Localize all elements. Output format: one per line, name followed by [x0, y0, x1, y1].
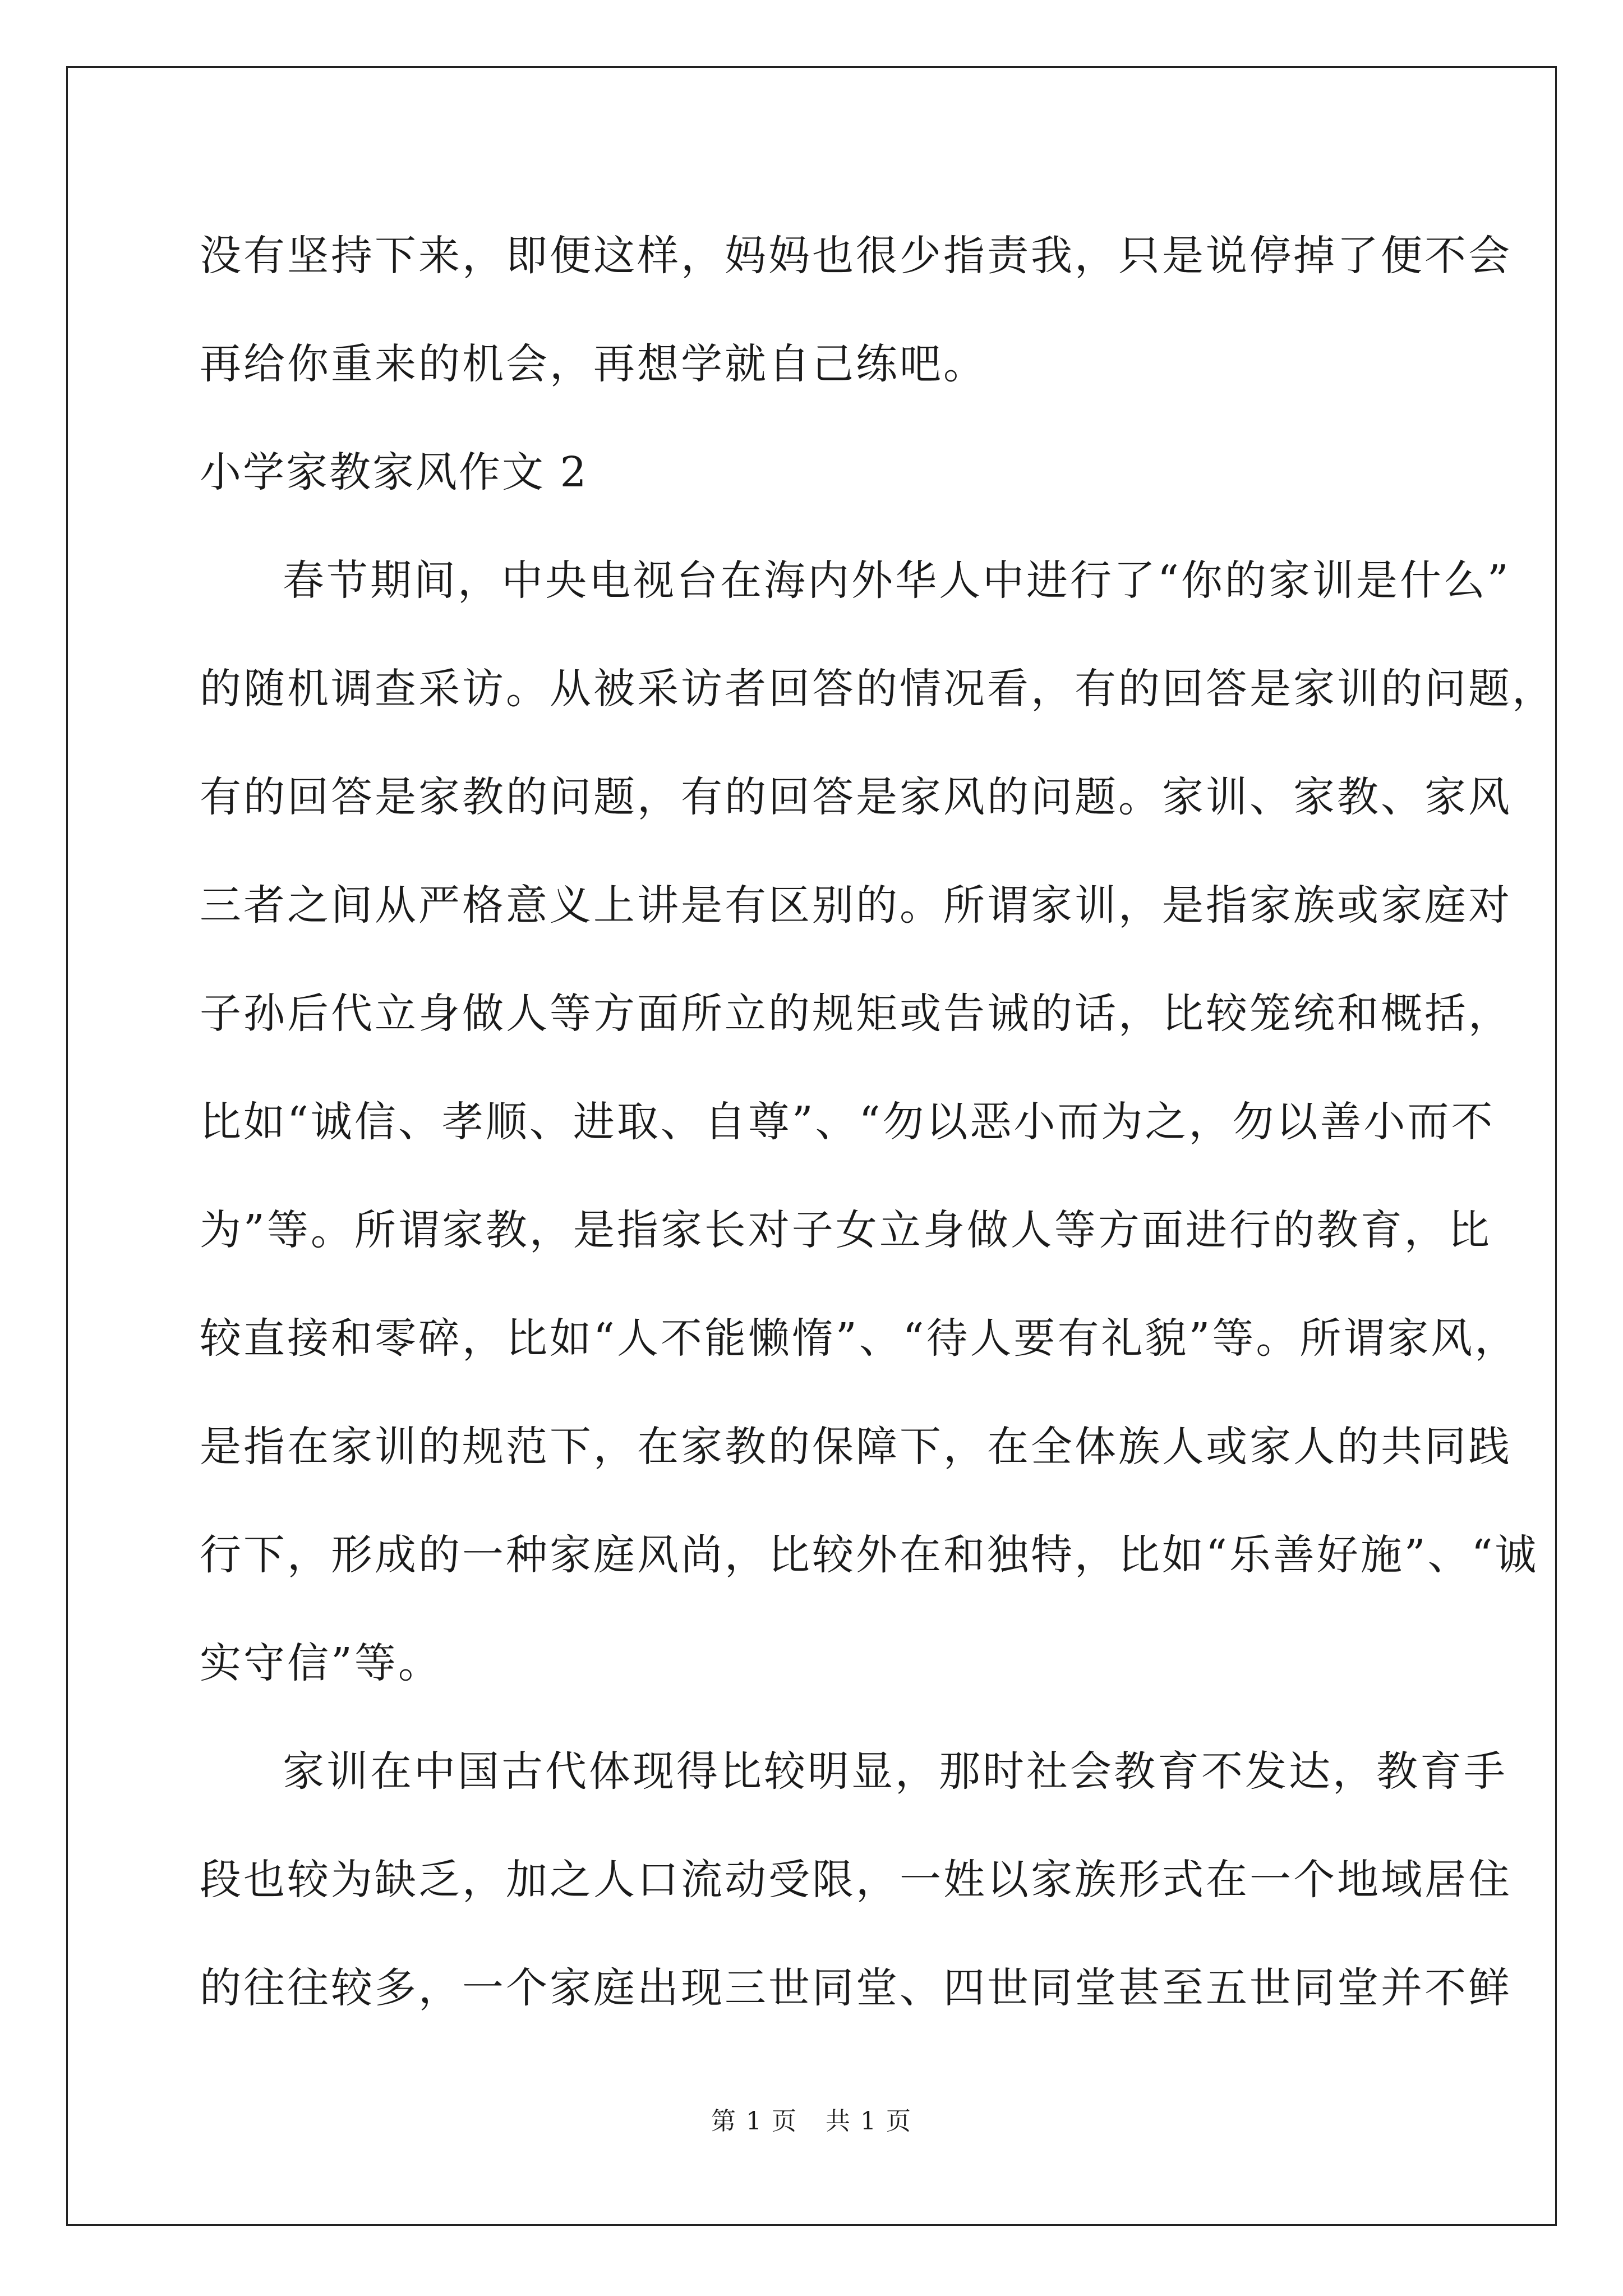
text-line: 为”等。所谓家教，是指家长对子女立身做人等方面进行的教育，比	[200, 1206, 1492, 1254]
text-line: 的往往较多，一个家庭出现三世同堂、四世同堂甚至五世同堂并不鲜	[200, 1964, 1512, 2012]
page-number: 第 1 页	[711, 2107, 797, 2136]
text-line: 是指在家训的规范下，在家教的保障下，在全体族人或家人的共同践	[200, 1423, 1512, 1471]
text-line: 实守信”等。	[200, 1639, 442, 1687]
page-footer	[0, 2101, 1623, 2137]
text-line: 较直接和零碎，比如“人不能懒惰”、“待人要有礼貌”等。所谓家风，	[200, 1314, 1519, 1363]
text-line: 有的回答是家教的问题，有的回答是家风的问题。家训、家教、家风	[200, 773, 1512, 821]
paragraph-first-line: 春节期间，中央电视台在海内外华人中进行了“你的家训是什么”	[283, 556, 1511, 605]
text-line: 再给你重来的机会，再想学就自己练吧。	[200, 340, 987, 388]
text-line: 段也较为缺乏，加之人口流动受限，一姓以家族形式在一个地域居住	[200, 1856, 1512, 1904]
text-line: 子孙后代立身做人等方面所立的规矩或告诫的话，比较笼统和概括，	[200, 990, 1512, 1038]
document-body	[200, 202, 1556, 2042]
text-line: 三者之间从严格意义上讲是有区别的。所谓家训，是指家族或家庭对	[200, 881, 1512, 930]
text-line: 的随机调查采访。从被采访者回答的情况看，有的回答是家训的问题，	[200, 665, 1556, 713]
text-line: 比如“诚信、孝顺、进取、自尊”、“勿以恶小而为之，勿以善小而不	[200, 1098, 1495, 1146]
text-line: 没有坚持下来，即便这样，妈妈也很少指责我，只是说停掉了便不会	[200, 232, 1512, 280]
paragraph-first-line: 家训在中国古代体现得比较明显，那时社会教育不发达，教育手	[283, 1747, 1507, 1796]
page-total: 共 1 页	[826, 2107, 912, 2136]
section-heading: 小学家教家风作文 2	[200, 448, 588, 496]
text-line: 行下，形成的一种家庭风尚，比较外在和独特，比如“乐善好施”、“诚	[200, 1531, 1539, 1579]
